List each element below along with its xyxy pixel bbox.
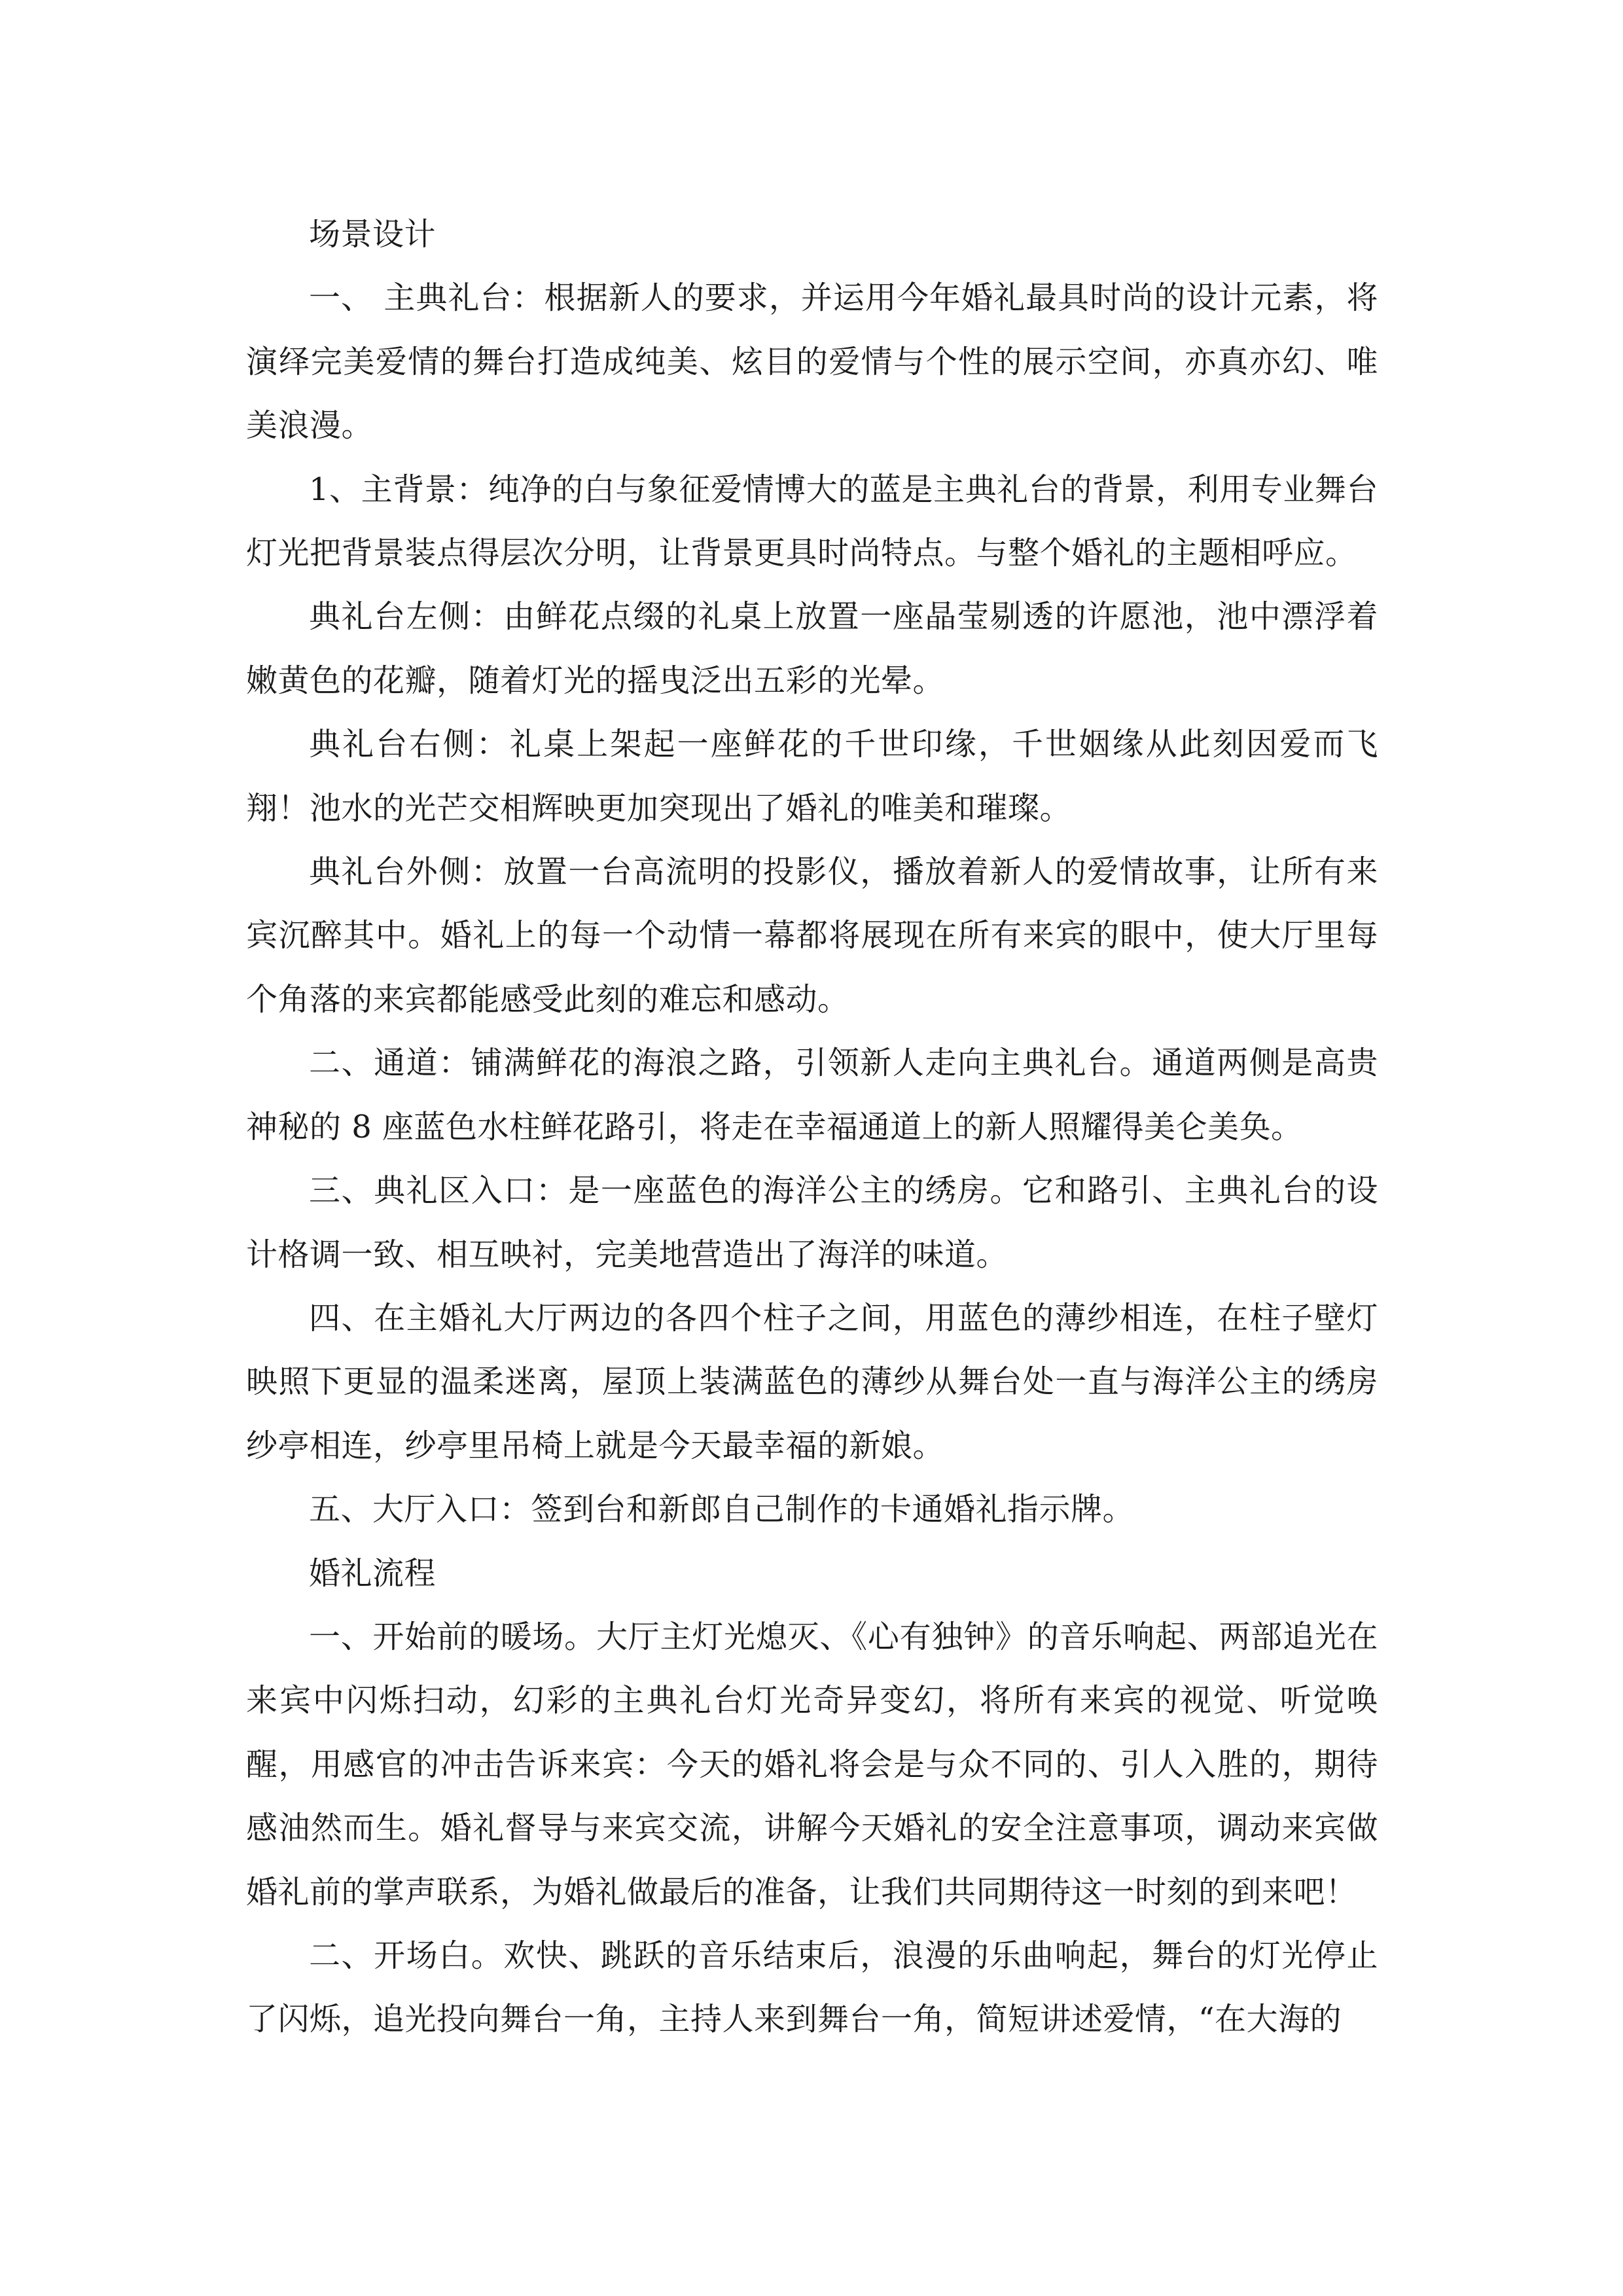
paragraph-warm-up: 一、开始前的暖场。大厅主灯光熄灭、《心有独钟》的音乐响起、两部追光在来宾中闪烁扫动，幻彩的主典礼台灯光奇异变幻，将所有来宾的视觉、听觉唤醒，用感官的冲击告诉来宾：今天的婚礼将会是与众不同的、引人入胜的，期待感油然而生。婚礼督导与来宾交流，讲解今天婚礼的安全注意事项，调动来宾做婚礼前的掌声联系，为婚礼做最后的准备，让我们共同期待这一时刻的到来吧！ [246,1618,1378,1910]
paragraph-stage-outside: 典礼台外侧：放置一台高流明的投影仪，播放着新人的爱情故事，让所有来宾沉醉其中。婚礼上的每一个动情一幕都将展现在所有来宾的眼中，使大厅里每个角落的来宾都能感受此刻的难忘和感动。 [246,853,1378,1018]
paragraph-hall-pillars: 四、在主婚礼大厅两边的各四个柱子之间，用蓝色的薄纱相连，在柱子壁灯映照下更显的温柔迷离，屋顶上装满蓝色的薄纱从舞台处一直与海洋公主的绣房纱亭相连，纱亭里吊椅上就是今天最幸福的新娘。 [246,1299,1378,1464]
paragraph-opening: 二、开场白。欢快、跳跃的音乐结束后，浪漫的乐曲响起，舞台的灯光停止了闪烁，追光投向舞台一角，主持人来到舞台一角，简短讲述爱情，“在大海的 [246,1937,1378,2038]
section-title-wedding-process: 婚礼流程 [309,1554,437,1592]
paragraph-stage-left: 典礼台左侧：由鲜花点缀的礼桌上放置一座晶莹剔透的许愿池，池中漂浮着嫩黄色的花瓣，随着灯光的摇曳泛出五彩的光晕。 [246,598,1378,699]
section-title-scene-design: 场景设计 [309,216,437,253]
paragraph-main-background: 1、主背景：纯净的白与象征爱情博大的蓝是主典礼台的背景，利用专业舞台灯光把背景装点得层次分明，让背景更具时尚特点。与整个婚礼的主题相呼应。 [246,471,1378,572]
document-body [246,203,1378,2052]
paragraph-ceremony-entrance: 三、典礼区入口：是一座蓝色的海洋公主的绣房。它和路引、主典礼台的设计格调一致、相互映衬，完美地营造出了海洋的味道。 [246,1172,1378,1273]
paragraph-stage-right: 典礼台右侧：礼桌上架起一座鲜花的千世印缘，千世姻缘从此刻因爱而飞翔！池水的光芒交相辉映更加突现出了婚礼的唯美和璀璨。 [246,726,1378,827]
paragraph-main-stage: 一、 主典礼台：根据新人的要求，并运用今年婚礼最具时尚的设计元素，将演绎完美爱情的舞台打造成纯美、炫目的爱情与个性的展示空间，亦真亦幻、唯美浪漫。 [246,279,1378,444]
paragraph-aisle: 二、通道：铺满鲜花的海浪之路，引领新人走向主典礼台。通道两侧是高贵神秘的 8 座蓝色水柱鲜花路引，将走在幸福通道上的新人照耀得美仑美奂。 [246,1045,1378,1145]
paragraph-hall-entrance: 五、大厅入口：签到台和新郎自己制作的卡通婚礼指示牌。 [309,1491,1135,1528]
